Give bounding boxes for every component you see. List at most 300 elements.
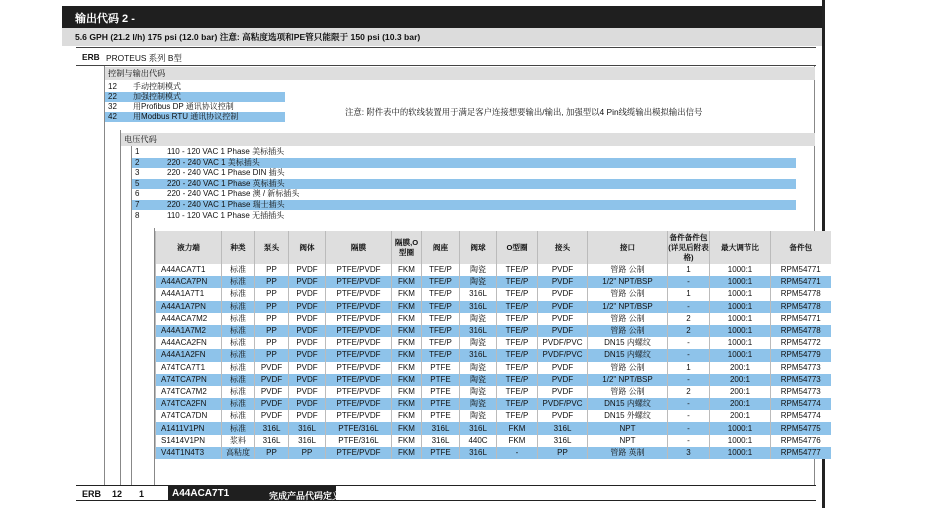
table-cell: PTFE [422,362,460,374]
control-code-label: 用Profibus DP 通讯协议控制 [133,102,234,111]
table-cell: FKM [392,435,422,447]
table-cell: - [668,422,710,434]
table-cell: PTFE/316L [326,422,392,434]
table-cell: 标准 [222,386,255,398]
table-cell: TFE/P [422,349,460,361]
table-cell: 陶瓷 [460,313,497,325]
table-cell: 316L [460,288,497,300]
table-body [156,264,831,459]
table-cell: - [668,435,710,447]
table-cell: PVDF [255,410,289,422]
table-cell: RPM54776 [771,435,831,447]
voltage-code-row [132,158,796,168]
table-cell: FKM [497,435,538,447]
table-cell: PTFE/PVDF [326,313,392,325]
table-cell: FKM [392,325,422,337]
table-cell: PVDF [538,276,588,288]
table-cell: RPM54771 [771,264,831,276]
table-cell: PTFE/PVDF [326,349,392,361]
control-code-row [105,102,285,112]
table-cell: RPM54773 [771,362,831,374]
table-cell: RPM54771 [771,276,831,288]
column-header: 备件包 [771,231,831,264]
table-cell: PVDF [289,288,326,300]
footer-code-voltage: 1 [139,489,145,499]
voltage-code-label: 220 - 240 VAC 1 Phase 英标插头 [167,178,285,188]
table-cell: TFE/P [497,288,538,300]
control-code-label: 加强控制模式 [133,92,181,101]
table-cell: - [668,337,710,349]
table-cell: PVDF [538,325,588,337]
control-note: 注意: 附件表中的软线装置用于满足客户连接想要输出/输出, 加强型以4 Pin线缆输出模拟输出信号 [345,107,703,117]
table-cell: PVDF [255,374,289,386]
table-cell: PVDF [289,276,326,288]
table-cell: PVDF [289,362,326,374]
table-cell: 标准 [222,301,255,313]
table-cell: RPM54779 [771,349,831,361]
voltage-code-label: 220 - 240 VAC 1 Phase DIN 插头 [167,168,285,178]
section-title: 输出代码 2 - [75,13,135,25]
voltage-code-row [132,200,796,210]
table-row [156,410,831,422]
table-cell: PTFE/PVDF [326,374,392,386]
control-code: 42 [108,112,117,121]
table-row [156,398,831,410]
table-cell: A44A1A2FN [156,349,222,361]
table-cell: PP [255,349,289,361]
table-cell: - [497,447,538,459]
table-cell: DN15 内螺纹 [588,398,668,410]
voltage-section-header [121,133,815,146]
table-cell: PVDF [255,386,289,398]
table-cell: 200:1 [710,398,771,410]
table-cell: RPM54778 [771,288,831,300]
table-cell: 陶瓷 [460,386,497,398]
table-cell: 标准 [222,325,255,337]
table-cell: PP [289,447,326,459]
control-code-label: 手动控制模式 [133,82,181,91]
table-cell: 1 [668,264,710,276]
table-cell: PTFE/PVDF [326,398,392,410]
table-cell: PP [255,313,289,325]
table-cell: PVDF [538,288,588,300]
control-code-row [105,82,285,92]
table-cell: FKM [392,374,422,386]
table-cell: FKM [392,301,422,313]
table-cell: A74TCA2FN [156,398,222,410]
table-cell: 316L [460,301,497,313]
table-cell: TFE/P [497,349,538,361]
table-cell: 标准 [222,349,255,361]
table-cell: - [668,301,710,313]
table-cell: TFE/P [422,313,460,325]
table-cell: PVDF [538,386,588,398]
product-code-footer [76,485,816,501]
table-cell: 1000:1 [710,422,771,434]
table-cell: 1000:1 [710,313,771,325]
table-cell: 高粘度 [222,447,255,459]
table-cell: A44ACA7PN [156,276,222,288]
table-cell: 管路 英制 [588,447,668,459]
table-cell: FKM [392,276,422,288]
table-cell: 陶瓷 [460,337,497,349]
table-row [156,337,831,349]
table-cell: 316L [460,325,497,337]
table-cell: 管路 公制 [588,325,668,337]
table-cell: PTFE/PVDF [326,337,392,349]
table-cell: PP [255,264,289,276]
table-cell: PVDF [538,313,588,325]
control-section-header [105,67,815,80]
table-cell: A74TCA7M2 [156,386,222,398]
table-cell: PVDF [538,374,588,386]
control-code: 22 [108,92,117,101]
column-header: 阀座 [422,231,460,264]
table-cell: TFE/P [422,276,460,288]
control-code-row [105,112,285,122]
table-row [156,447,831,459]
table-cell: FKM [392,264,422,276]
table-cell: 316L [460,422,497,434]
table-cell: 2 [668,313,710,325]
column-header: 种类 [222,231,255,264]
table-cell: - [668,374,710,386]
table-cell: RPM54778 [771,325,831,337]
table-cell: 1 [668,362,710,374]
table-cell: PVDF [289,301,326,313]
column-header: 液力端 [156,231,222,264]
table-cell: TFE/P [497,374,538,386]
voltage-code: 5 [135,178,140,188]
table-cell: FKM [392,398,422,410]
table-cell: TFE/P [422,301,460,313]
table-cell: 316L [289,435,326,447]
table-cell: A44A1A7PN [156,301,222,313]
table-cell: PTFE [422,386,460,398]
table-cell: TFE/P [422,264,460,276]
table-cell: 1/2" NPT/BSP [588,301,668,313]
table-cell: 陶瓷 [460,398,497,410]
table-cell: 1000:1 [710,301,771,313]
table-cell: PTFE [422,410,460,422]
voltage-code: 6 [135,189,140,199]
table-cell: TFE/P [422,325,460,337]
control-code-label: 用Modbus RTU 通讯协议控制 [133,112,239,121]
table-cell: A74TCA7T1 [156,362,222,374]
table-cell: 316L [255,422,289,434]
table-cell: FKM [392,422,422,434]
table-cell: 1000:1 [710,264,771,276]
table-cell: FKM [392,386,422,398]
table-cell: PVDF [255,362,289,374]
table-cell: - [668,410,710,422]
table-cell: 标准 [222,410,255,422]
control-code-row [105,92,285,102]
table-cell: TFE/P [497,313,538,325]
table-cell: PVDF [289,410,326,422]
table-cell: FKM [392,288,422,300]
table-cell: PP [538,447,588,459]
voltage-code-label: 110 - 120 VAC 1 Phase 美标插头 [167,147,285,156]
table-cell: 管路 公制 [588,288,668,300]
table-cell: PVDF/PVC [538,398,588,410]
table-cell: 1000:1 [710,276,771,288]
column-header: 接头 [538,231,588,264]
table-cell: TFE/P [497,337,538,349]
table-cell: V44T1N4T3 [156,447,222,459]
column-header: 隔膜 [326,231,392,264]
table-cell: TFE/P [422,288,460,300]
table-cell: DN15 内螺纹 [588,337,668,349]
table-row [156,288,831,300]
table-cell: 管路 公制 [588,313,668,325]
table-cell: TFE/P [497,325,538,337]
table-cell: 3 [668,447,710,459]
table-cell: PP [255,325,289,337]
table-cell: RPM54773 [771,374,831,386]
table-header-row [156,231,831,264]
table-cell: 200:1 [710,374,771,386]
column-header: 接口 [588,231,668,264]
tree-rule-1 [104,66,105,486]
table-cell: PP [255,276,289,288]
table-cell: RPM54775 [771,422,831,434]
table-cell: PTFE [422,398,460,410]
table-cell: DN15 外螺纹 [588,410,668,422]
voltage-code-row [132,211,796,221]
table-cell: TFE/P [497,276,538,288]
table-cell: NPT [588,422,668,434]
table-cell: A44A1A7T1 [156,288,222,300]
column-header: 备件备件包(详见后附表格) [668,231,710,264]
tree-rule-2 [120,130,121,486]
table-cell: FKM [392,410,422,422]
table-cell: FKM [497,422,538,434]
table-cell: PVDF [289,386,326,398]
table-cell: FKM [392,313,422,325]
table-cell: 陶瓷 [460,264,497,276]
table-cell: 标准 [222,362,255,374]
table-cell: FKM [392,349,422,361]
voltage-code: 3 [135,168,140,178]
table-cell: 1000:1 [710,435,771,447]
voltage-code: 2 [135,157,140,167]
voltage-code-row [132,179,796,189]
column-header: 泵头 [255,231,289,264]
column-header: 阀体 [289,231,326,264]
table-cell: 管路 公制 [588,362,668,374]
control-section-label: 控制与输出代码 [108,69,166,78]
table-cell: RPM54772 [771,337,831,349]
table-cell: PTFE [422,447,460,459]
table-cell: TFE/P [497,398,538,410]
table-cell: 1000:1 [710,447,771,459]
table-cell: PVDF [289,313,326,325]
table-cell: 陶瓷 [460,362,497,374]
table-cell: RPM54773 [771,386,831,398]
table-cell: A44A1A7M2 [156,325,222,337]
table-cell: 标准 [222,337,255,349]
table-cell: PP [255,301,289,313]
table-cell: RPM54777 [771,447,831,459]
table-cell: A74TCA7PN [156,374,222,386]
table-cell: PVDF [289,349,326,361]
table-cell: S1414V1PN [156,435,222,447]
table-cell: PTFE/PVDF [326,386,392,398]
table-cell: 316L [255,435,289,447]
table-cell: PTFE/PVDF [326,447,392,459]
table-cell: RPM54774 [771,398,831,410]
table-cell: PP [255,447,289,459]
table-cell: 316L [422,422,460,434]
table-cell: - [668,349,710,361]
control-code: 32 [108,102,117,111]
table-cell: RPM54774 [771,410,831,422]
table-cell: PVDF/PVC [538,337,588,349]
table-cell: 标准 [222,288,255,300]
table-cell: PVDF [289,374,326,386]
table-cell: - [668,398,710,410]
footer-definition-label: 完成产品代码定义 [269,491,342,501]
table-row [156,301,831,313]
footer-code-control: 12 [112,489,123,499]
voltage-code-row [132,189,796,199]
table-cell: TFE/P [497,362,538,374]
table-cell: 标准 [222,313,255,325]
wet-end-table [155,231,831,459]
table-cell: 200:1 [710,410,771,422]
table-cell: 2 [668,325,710,337]
table-row [156,276,831,288]
table-cell: 316L [538,435,588,447]
column-header: O型圈 [497,231,538,264]
table-cell: TFE/P [422,337,460,349]
column-header: 隔膜,O型圈 [392,231,422,264]
table-cell: 200:1 [710,386,771,398]
table-row [156,264,831,276]
table-cell: A44ACA2FN [156,337,222,349]
table-cell: 标准 [222,374,255,386]
table-cell: PVDF/PVC [538,349,588,361]
table-cell: 管路 公制 [588,264,668,276]
voltage-section-label: 电压代码 [124,135,157,144]
table-row [156,435,831,447]
table-cell: FKM [392,362,422,374]
table-cell: RPM54771 [771,313,831,325]
table-cell: PTFE/PVDF [326,410,392,422]
erb-label: ERB [82,52,100,62]
table-cell: 1000:1 [710,325,771,337]
table-cell: 陶瓷 [460,410,497,422]
series-label: PROTEUS 系列 B型 [106,53,182,63]
table-cell: DN15 内螺纹 [588,349,668,361]
voltage-code: 8 [135,210,140,220]
table-cell: 440C [460,435,497,447]
table-row [156,374,831,386]
table-cell: FKM [392,337,422,349]
table-cell: PVDF [255,398,289,410]
table-cell: 标准 [222,264,255,276]
table-cell: TFE/P [497,264,538,276]
table-cell: 浆料 [222,435,255,447]
table-cell: 316L [289,422,326,434]
table-cell: 标准 [222,276,255,288]
table-cell: PVDF [538,362,588,374]
table-cell: PVDF [289,398,326,410]
table-cell: 1000:1 [710,288,771,300]
table-cell: RPM54778 [771,301,831,313]
table-cell: 1/2" NPT/BSP [588,276,668,288]
table-cell: PTFE/PVDF [326,301,392,313]
voltage-code-label: 110 - 120 VAC 1 Phase 无插插头 [167,210,285,220]
table-cell: PP [255,337,289,349]
control-code: 12 [108,82,117,91]
table-cell: A44ACA7M2 [156,313,222,325]
table-cell: PTFE/PVDF [326,288,392,300]
table-cell: A44ACA7T1 [156,264,222,276]
table-row [156,422,831,434]
voltage-code-row [132,168,796,178]
table-cell: TFE/P [497,410,538,422]
voltage-code-label: 220 - 240 VAC 1 美标插头 [167,157,260,167]
table-cell: PTFE/PVDF [326,362,392,374]
erb-series-row [76,47,816,66]
table-cell: PVDF [289,337,326,349]
table-cell: 1/2" NPT/BSP [588,374,668,386]
voltage-code-row [132,147,796,157]
table-cell: A1411V1PN [156,422,222,434]
voltage-code: 7 [135,200,140,209]
voltage-code: 1 [135,147,140,156]
table-row [156,349,831,361]
table-cell: 1000:1 [710,337,771,349]
table-cell: A74TCA7DN [156,410,222,422]
column-header: 最大调节比 [710,231,771,264]
table-cell: 标准 [222,398,255,410]
table-cell: PTFE/PVDF [326,264,392,276]
table-cell: PP [255,288,289,300]
table-cell: NPT [588,435,668,447]
voltage-code-label: 220 - 240 VAC 1 Phase 澳 / 新标插头 [167,189,300,199]
table-row [156,313,831,325]
spec-bar [62,28,824,46]
table-cell: PVDF [538,410,588,422]
table-cell: 316L [538,422,588,434]
table-cell: 316L [460,447,497,459]
table-cell: 200:1 [710,362,771,374]
table-cell: PVDF [289,264,326,276]
table-row [156,386,831,398]
section-title-bar [62,6,824,28]
table-cell: FKM [392,447,422,459]
table-cell: PVDF [289,325,326,337]
table-cell: PVDF [538,301,588,313]
table-cell: PTFE/PVDF [326,276,392,288]
table-cell: 陶瓷 [460,374,497,386]
spec-text: 5.6 GPH (21.2 l/h) 175 psi (12.0 bar) 注意: 高粘度选项和PE管只能限于 150 psi (10.3 bar) [75,32,421,42]
table-cell: PVDF [538,264,588,276]
voltage-code-label: 220 - 240 VAC 1 Phase 瑞士插头 [167,200,285,209]
table-cell: PTFE/316L [326,435,392,447]
table-cell: TFE/P [497,301,538,313]
table-cell: 1000:1 [710,349,771,361]
footer-erb: ERB [82,489,102,499]
table-cell: 316L [460,349,497,361]
table-cell: 标准 [222,422,255,434]
table-cell: PTFE [422,374,460,386]
table-cell: - [668,276,710,288]
table-cell: 1 [668,288,710,300]
